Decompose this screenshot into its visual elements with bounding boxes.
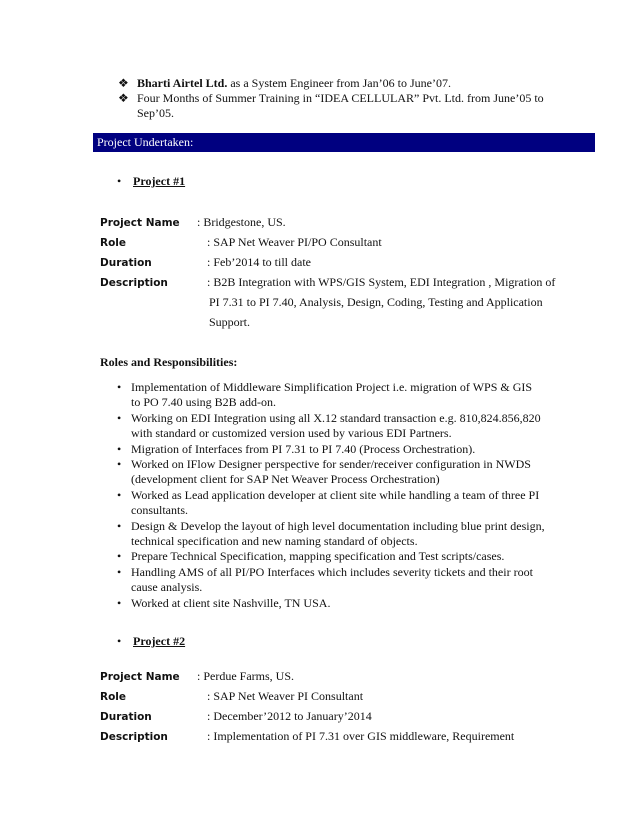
roles-heading: Roles and Responsibilities:	[100, 355, 238, 369]
diamond-bullet-icon: ❖	[118, 76, 129, 90]
responsibility-item: Design & Develop the layout of high level documentation including blue print design,	[131, 518, 545, 533]
responsibility-item: (development client for SAP Net Weaver Process Orchestration)	[131, 472, 440, 487]
responsibility-item: Implementation of Middleware Simplification Project i.e. migration of WPS & GIS	[131, 380, 533, 394]
project-heading: Project #2	[133, 634, 186, 648]
bullet-icon: •	[117, 487, 122, 502]
field-value-cont: PI 7.31 to PI 7.40, Analysis, Design, Coding, Testing and Application	[209, 295, 543, 309]
field-value: : SAP Net Weaver PI Consultant	[207, 689, 364, 703]
field-value: : Perdue Farms, US.	[197, 669, 294, 683]
responsibility-item: with standard or customized version used by various EDI Partners.	[131, 426, 452, 441]
field-label: Duration	[100, 257, 152, 269]
field-label: Duration	[100, 711, 152, 723]
field-value: : December’2012 to January’2014	[207, 709, 372, 723]
field-label: Project Name	[100, 671, 180, 683]
field-value: : Bridgestone, US.	[197, 215, 286, 229]
bullet-icon: •	[117, 457, 122, 471]
responsibility-item: Worked as Lead application developer at client site while handling a team of three PI	[131, 487, 540, 502]
responsibility-item: consultants.	[131, 503, 188, 518]
bullet-icon: •	[117, 380, 122, 394]
section-header-bar: Project Undertaken:	[93, 133, 595, 152]
bullet-icon: •	[117, 634, 122, 648]
bullet-icon: •	[117, 174, 122, 188]
field-label: Description	[100, 277, 168, 289]
responsibility-item: Prepare Technical Specification, mapping specification and Test scripts/cases.	[131, 549, 505, 564]
experience-item: Four Months of Summer Training in “IDEA CELLULAR” Pvt. Ltd. from June’05 to	[137, 91, 544, 105]
bullet-icon: •	[117, 518, 122, 533]
company-name: Bharti Airtel Ltd.	[137, 76, 228, 90]
project-heading: Project #1	[133, 174, 186, 188]
bullet-icon: •	[117, 595, 122, 610]
field-label: Project Name	[100, 217, 180, 229]
field-label: Description	[100, 731, 168, 743]
field-value: : Feb’2014 to till date	[207, 255, 311, 269]
diamond-bullet-icon: ❖	[118, 91, 129, 105]
responsibility-item: Handling AMS of all PI/PO Interfaces which includes severity tickets and their root	[131, 564, 533, 579]
bullet-icon: •	[117, 410, 122, 425]
field-value: : Implementation of PI 7.31 over GIS middleware, Requirement	[207, 729, 515, 743]
field-value: : B2B Integration with WPS/GIS System, EDI Integration , Migration of	[207, 275, 556, 289]
responsibility-item: to PO 7.40 using B2B add-on.	[131, 395, 277, 410]
field-label: Role	[100, 237, 127, 249]
responsibility-item: technical specification and new naming standard of objects.	[131, 534, 418, 548]
bullet-icon: •	[117, 441, 122, 456]
field-value-cont: Support.	[209, 315, 251, 329]
responsibility-item: cause analysis.	[131, 580, 203, 595]
experience-text: as a System Engineer from Jan’06 to June’07.	[227, 76, 451, 90]
field-label: Role	[100, 691, 127, 703]
field-value: : SAP Net Weaver PI/PO Consultant	[207, 235, 382, 249]
experience-item-cont: Sep’05.	[137, 106, 174, 120]
bullet-icon: •	[117, 549, 122, 564]
bullet-icon: •	[117, 564, 122, 579]
responsibility-item: Working on EDI Integration using all X.12 standard transaction e.g. 810,824.856,820	[131, 410, 541, 425]
experience-item	[137, 76, 451, 90]
responsibility-item: Migration of Interfaces from PI 7.31 to PI 7.40 (Process Orchestration).	[131, 441, 476, 456]
responsibility-item: Worked at client site Nashville, TN USA.	[131, 595, 331, 610]
responsibility-item: Worked on IFlow Designer perspective for sender/receiver configuration in NWDS	[131, 457, 531, 471]
